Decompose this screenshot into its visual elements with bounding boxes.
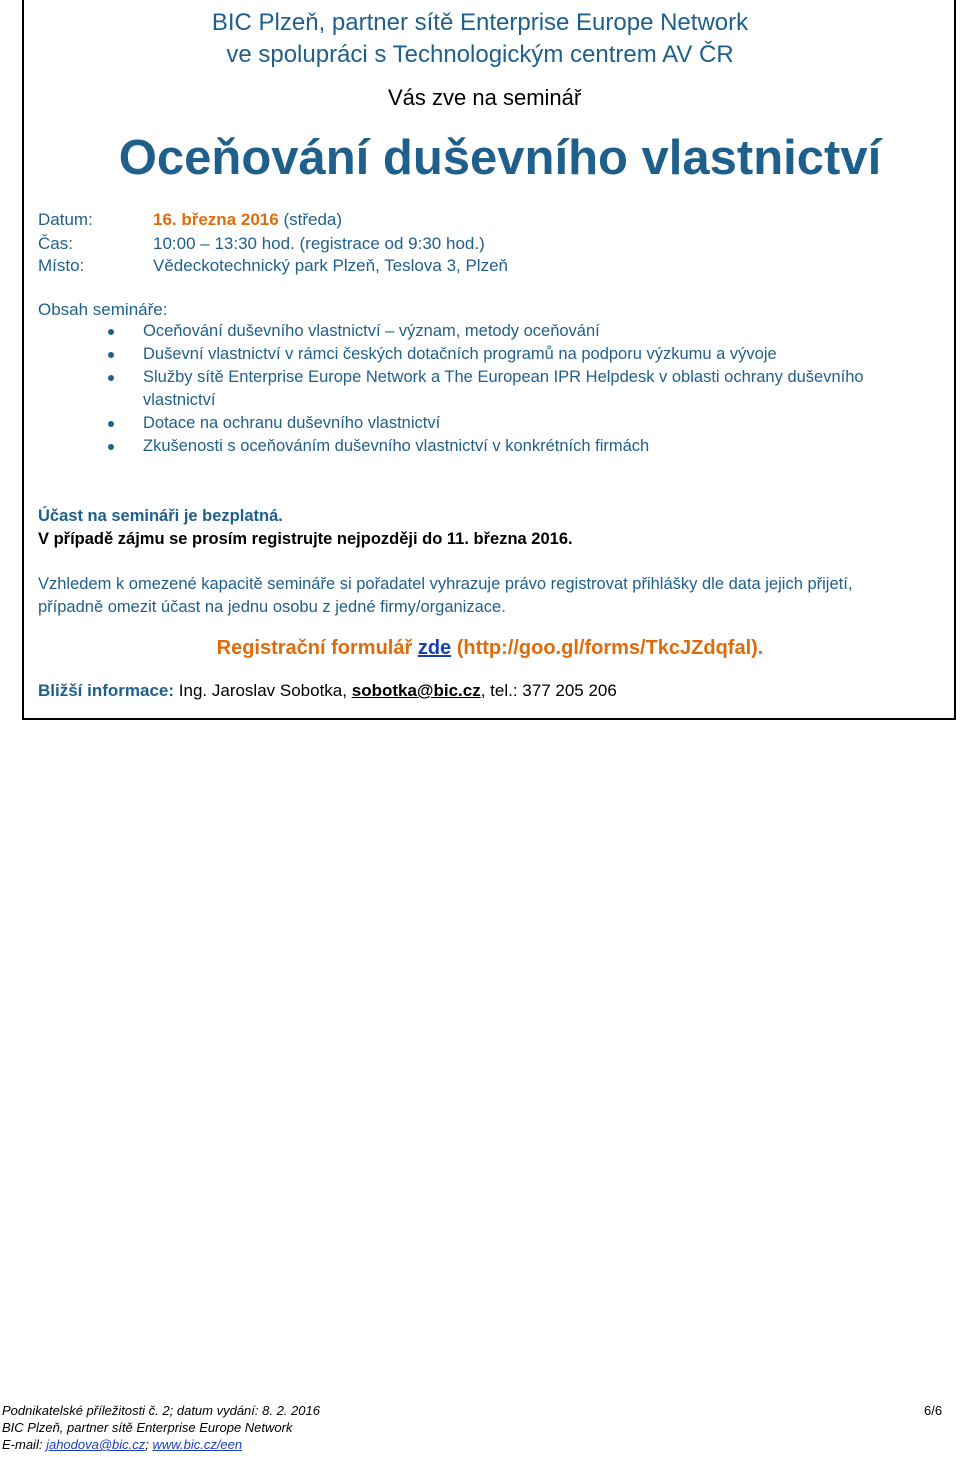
date-label: Datum: <box>38 210 93 229</box>
contact-phone: , tel.: 377 205 206 <box>480 681 617 700</box>
list-item: Duševní vlastnictví v rámci českých dotačních programů na podporu výzkumu a vývoje <box>103 343 883 366</box>
date-value: 16. března 2016 <box>153 210 279 229</box>
list-item: Dotace na ochranu duševního vlastnictví <box>103 412 883 435</box>
list-item: Oceňování duševního vlastnictví – význam, metody oceňování <box>103 320 883 343</box>
footer-org: BIC Plzeň, partner sítě Enterprise Europe Network <box>2 1420 293 1435</box>
bullet-icon <box>108 352 114 358</box>
footer-email-link[interactable]: jahodova@bic.cz <box>46 1437 146 1452</box>
free-note: Účast na semináři je bezplatná. <box>38 507 283 525</box>
place-value: Vědeckotechnický park Plzeň, Teslova 3, Plzeň <box>153 256 508 275</box>
footer-contacts: E-mail: jahodova@bic.cz; www.bic.cz/een <box>2 1437 243 1452</box>
bullet-icon <box>108 329 114 335</box>
cooperation-line: ve spolupráci s Technologickým centrem AV ČR <box>226 41 734 68</box>
footer <box>2 1402 952 1453</box>
list-item: Služby sítě Enterprise Europe Network a The European IPR Helpdesk v oblasti ochrany duševního vlastnictví <box>103 366 883 412</box>
contact-line <box>38 679 617 703</box>
time-label: Čas: <box>38 234 73 253</box>
content-list <box>103 320 883 458</box>
page-title: Oceňování duševního vlastnictví <box>118 131 882 185</box>
page-number: 6/6 <box>924 1403 943 1418</box>
invite-text: Vás zve na seminář <box>388 85 582 110</box>
capacity-note: Vzhledem k omezené kapacitě semináře si pořadatel vyhrazuje právo registrovat přihlášky dle data jejich přijetí, případně omezit účast na jednu osobu z jedné firmy/organizace. <box>38 575 853 616</box>
registration-url: (http://goo.gl/forms/TkcJZdqfal). <box>456 637 764 659</box>
contact-label: Bližší informace: <box>38 681 175 700</box>
time-value: 10:00 – 13:30 hod. (registrace od 9:30 hod.) <box>153 234 485 253</box>
list-item: Zkušenosti s oceňováním duševního vlastnictví v konkrétních firmách <box>103 435 883 458</box>
footer-issue: Podnikatelské příležitosti č. 2; datum vydání: 8. 2. 2016 <box>2 1403 320 1418</box>
bullet-icon <box>108 375 114 381</box>
registration-line <box>0 634 960 662</box>
contact-email[interactable]: sobotka@bic.cz <box>351 681 481 700</box>
organizer-line: BIC Plzeň, partner sítě Enterprise Europe Network <box>211 9 749 36</box>
place-label: Místo: <box>38 256 85 275</box>
content-heading: Obsah semináře: <box>38 300 168 319</box>
footer-web-link[interactable]: www.bic.cz/een <box>152 1437 243 1452</box>
bullet-icon <box>108 444 114 450</box>
bullet-icon <box>108 421 114 427</box>
registration-link[interactable]: zde <box>417 637 452 659</box>
register-deadline: V případě zájmu se prosím registrujte nejpozději do 11. března 2016. <box>38 530 573 548</box>
contact-name: Ing. Jaroslav Sobotka, <box>178 681 347 700</box>
registration-label: Registrační formulář <box>216 637 413 659</box>
date-day: (středa) <box>283 210 343 229</box>
